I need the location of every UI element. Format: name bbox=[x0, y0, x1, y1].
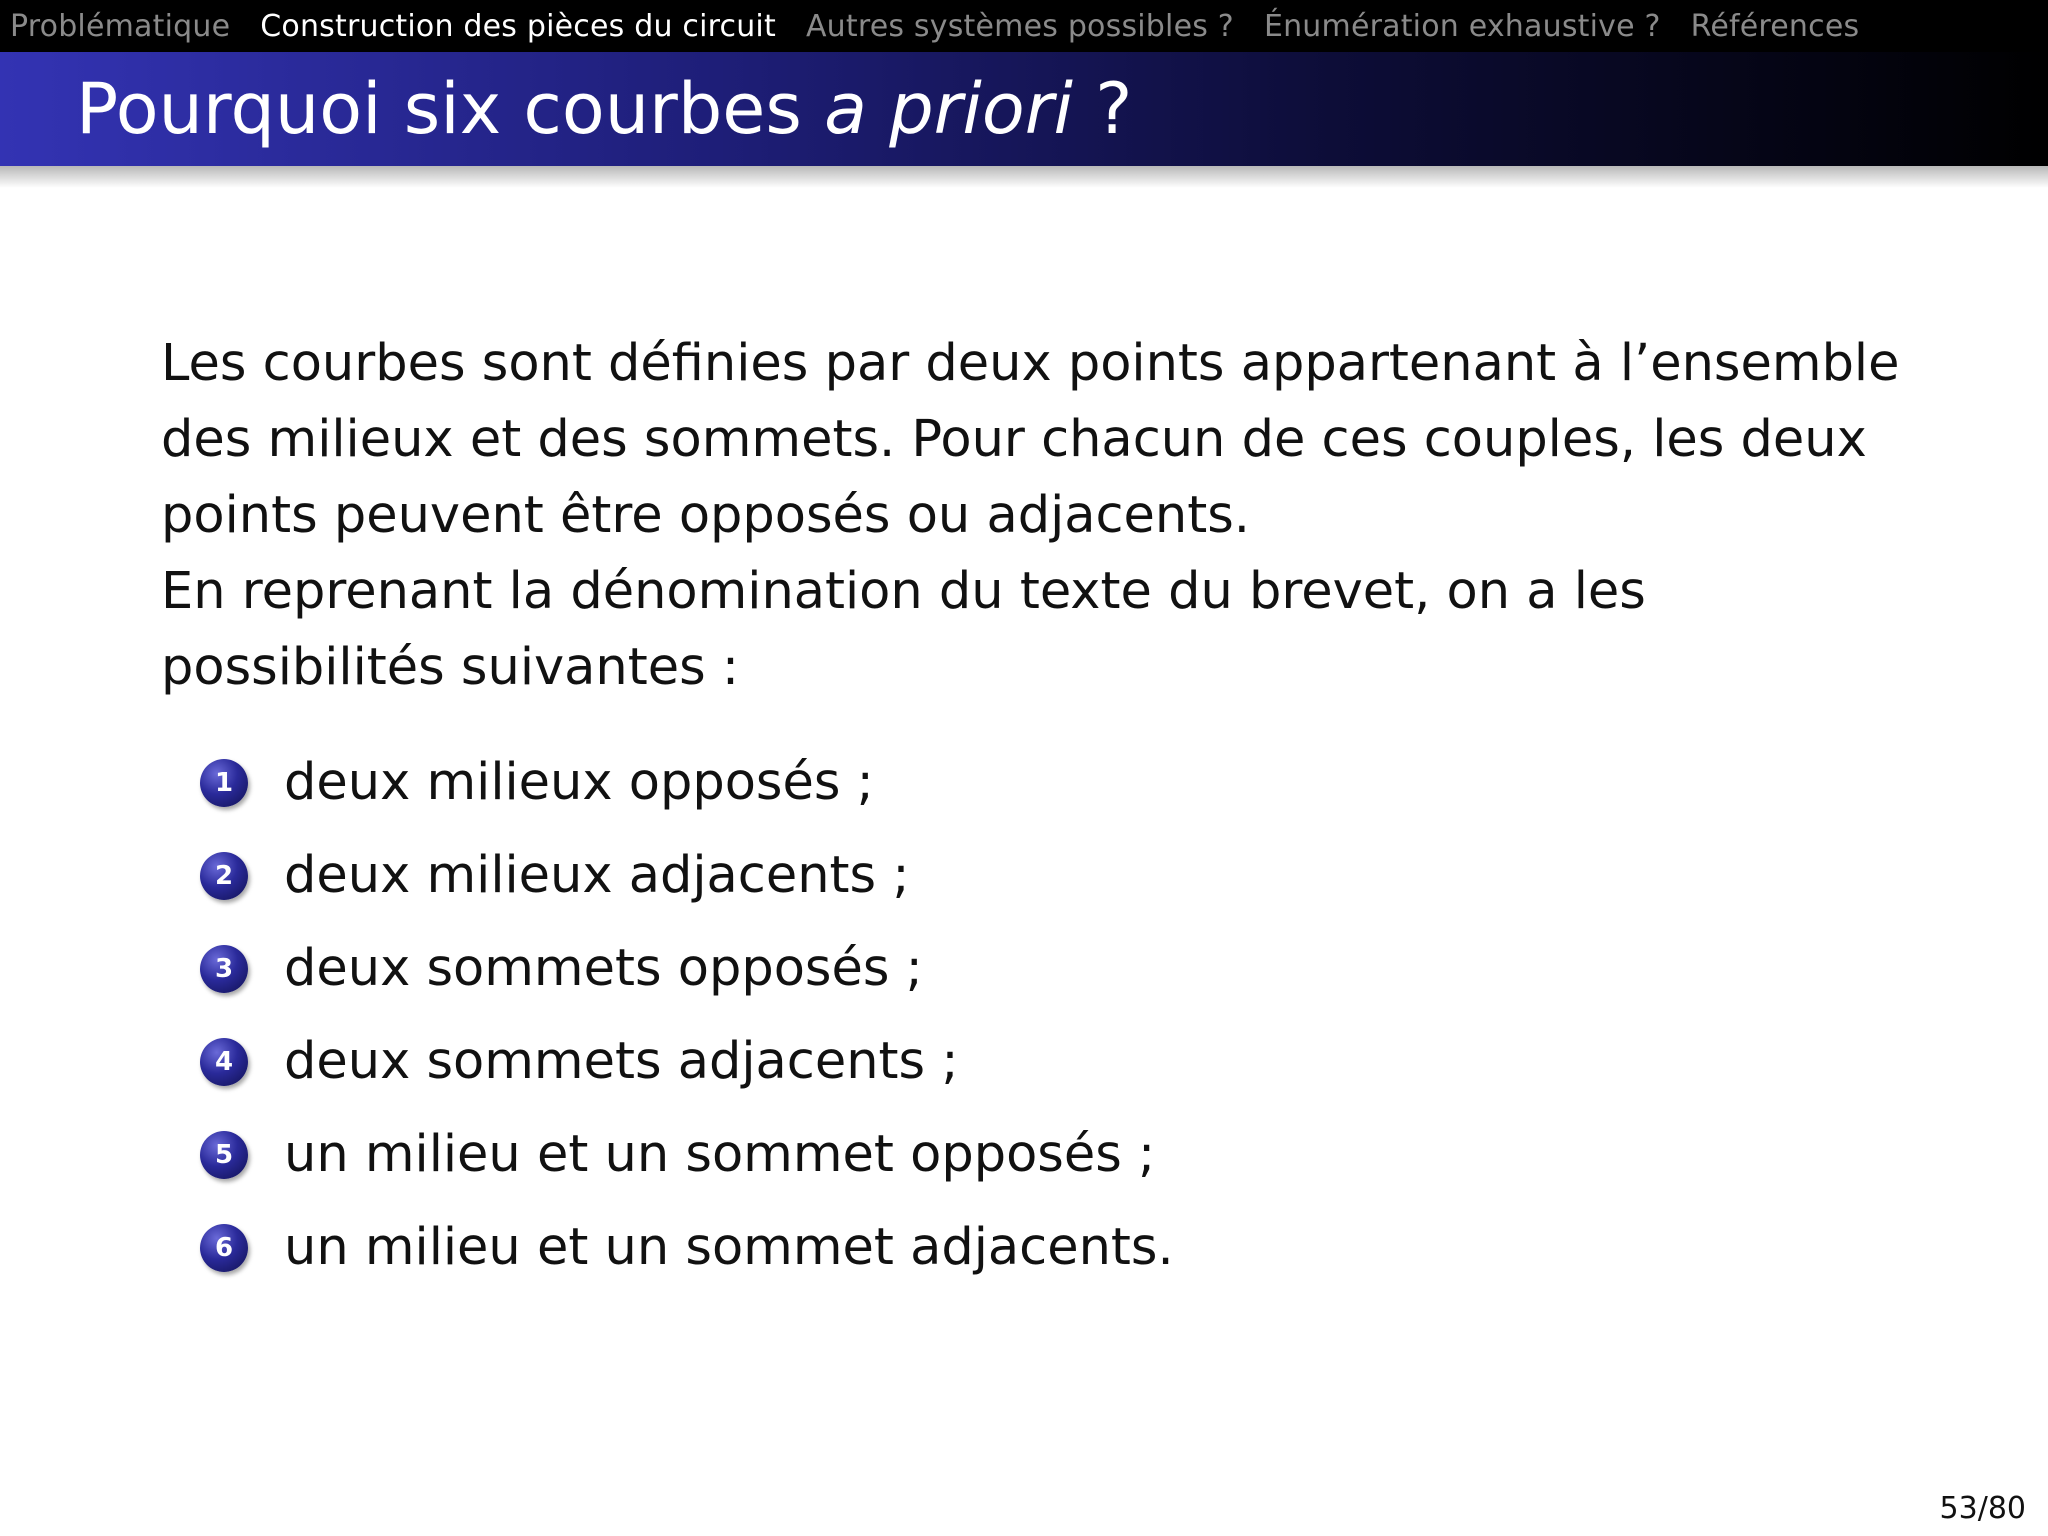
list-item-text: deux sommets adjacents ; bbox=[284, 1032, 959, 1091]
enum-ball-icon: 2 bbox=[200, 852, 248, 900]
enum-ball-icon: 3 bbox=[200, 945, 248, 993]
list-item-text: un milieu et un sommet adjacents. bbox=[284, 1218, 1174, 1277]
frame-title-italic: a priori bbox=[824, 68, 1073, 150]
list-item-text: deux milieux adjacents ; bbox=[284, 846, 910, 905]
list-item-text: un milieu et un sommet opposés ; bbox=[284, 1125, 1156, 1184]
enum-ball-icon: 1 bbox=[200, 759, 248, 807]
enum-ball-icon: 5 bbox=[200, 1131, 248, 1179]
nav-item-construction[interactable]: Construction des pièces du circuit bbox=[260, 8, 776, 44]
slide-body bbox=[161, 326, 1921, 1294]
list-item bbox=[161, 1201, 1921, 1294]
frame-title-end: ? bbox=[1072, 68, 1133, 150]
list-item-text: deux sommets opposés ; bbox=[284, 939, 923, 998]
intro-paragraph-2: En reprenant la dénomination du texte du brevet, on a les possibilités suivantes : bbox=[161, 562, 1646, 697]
list-item bbox=[161, 1015, 1921, 1108]
list-item bbox=[161, 1108, 1921, 1201]
section-navigation bbox=[0, 0, 2048, 52]
list-item bbox=[161, 736, 1921, 829]
nav-item-enumeration[interactable]: Énumération exhaustive ? bbox=[1263, 8, 1661, 44]
list-item bbox=[161, 922, 1921, 1015]
enum-ball-icon: 4 bbox=[200, 1038, 248, 1086]
enum-ball-icon: 6 bbox=[200, 1224, 248, 1272]
nav-item-problematique[interactable]: Problématique bbox=[10, 8, 231, 44]
title-bar-shadow bbox=[0, 166, 2048, 188]
nav-item-autres-systemes[interactable]: Autres systèmes possibles ? bbox=[805, 8, 1234, 44]
frame-title-bar bbox=[0, 52, 2048, 166]
nav-item-references[interactable]: Références bbox=[1690, 8, 1860, 44]
intro-text bbox=[161, 326, 1921, 706]
intro-paragraph-1: Les courbes sont définies par deux points appartenant à l’ensemble des milieux et des sommets. Pour chacun de ces couples, les deux points peuvent être opposés ou adjacents. bbox=[161, 334, 1900, 545]
frame-title bbox=[76, 68, 1133, 150]
list-item-text: deux milieux opposés ; bbox=[284, 753, 874, 812]
frame-title-start: Pourquoi six courbes bbox=[76, 68, 825, 150]
possibilities-list bbox=[161, 736, 1921, 1294]
list-item bbox=[161, 829, 1921, 922]
page-number: 53/80 bbox=[1939, 1491, 2026, 1526]
